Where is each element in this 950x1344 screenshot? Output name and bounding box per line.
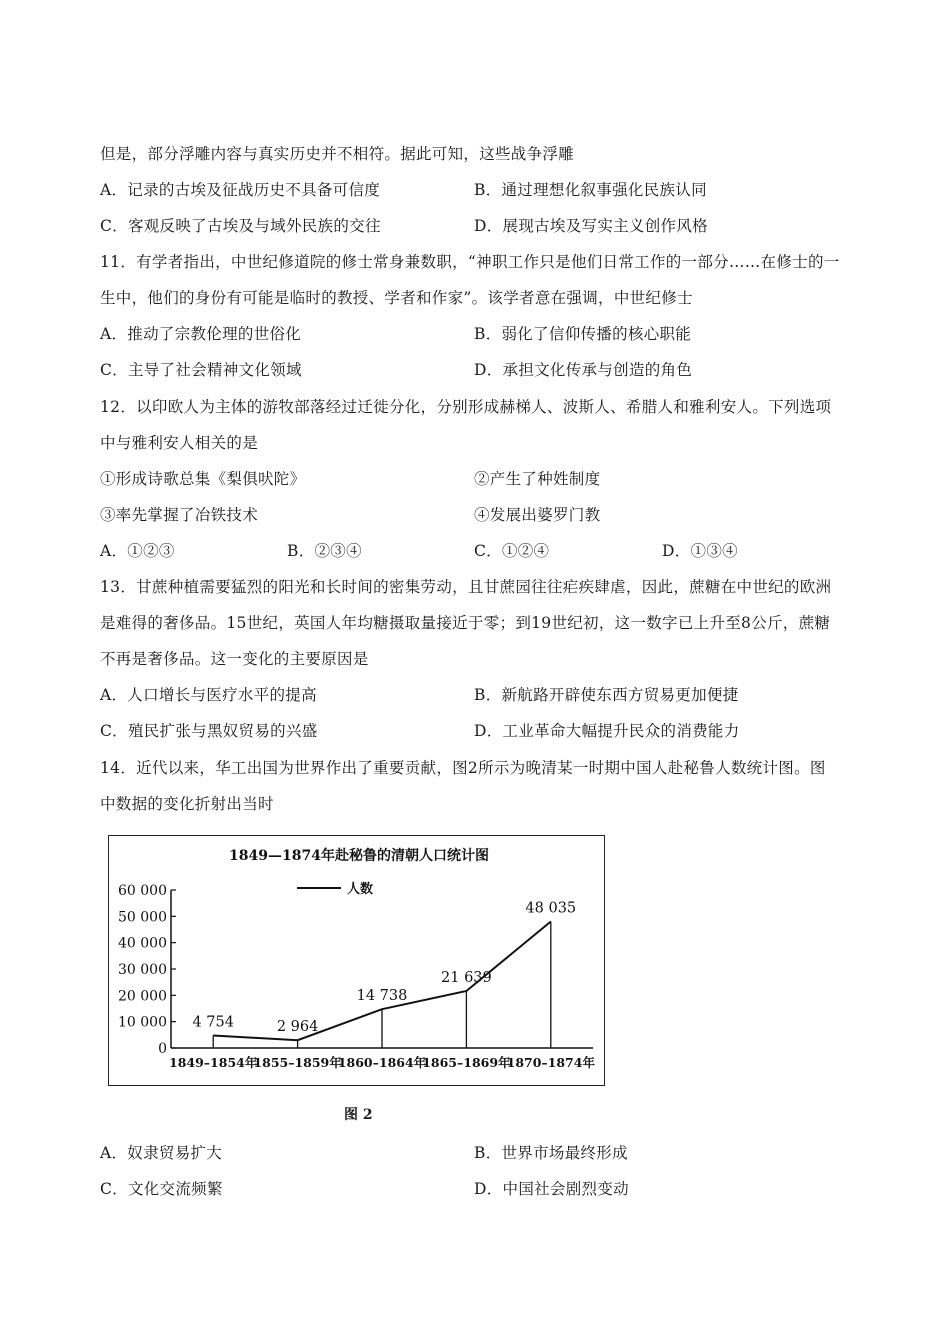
- q14-option-c: C．文化交流频繁: [100, 1180, 223, 1198]
- q11-option-c: C．主导了社会精神文化领域: [100, 361, 302, 379]
- q12-option-a: A．①②③: [100, 542, 175, 560]
- y-tick-label: 0: [158, 1041, 167, 1057]
- q13-option-a: A．人口增长与医疗水平的提高: [100, 686, 317, 704]
- q14-stem-line2: 中数据的变化折射出当时: [100, 795, 274, 813]
- legend-label: 人数: [347, 882, 374, 897]
- q14-option-b: B．世界市场最终形成: [474, 1144, 628, 1162]
- q14-option-a: A．奴隶贸易扩大: [100, 1144, 223, 1162]
- q11-option-b: B．弱化了信仰传播的核心职能: [474, 325, 692, 343]
- population-line-chart: [109, 836, 603, 1084]
- y-tick-label: 60 000: [118, 883, 167, 899]
- q10-option-a: A．记录的古埃及征战历史不具备可信度: [100, 181, 381, 199]
- x-tick-label: 1849–1854年: [169, 1055, 258, 1070]
- q13-option-d: D．工业革命大幅提升民众的消费能力: [474, 722, 740, 740]
- q13-stem-line1: 13．甘蔗种植需要猛烈的阳光和长时间的密集劳动，且甘蔗园往往疟疾肆虐，因此，蔗糖在中世纪的欧洲: [100, 578, 832, 596]
- q12-item-3: ③率先掌握了冶铁技术: [100, 506, 259, 524]
- q10-option-c: C．客观反映了古埃及与域外民族的交往: [100, 217, 381, 235]
- q12-item-2: ②产生了种姓制度: [474, 470, 601, 488]
- x-tick-label: 1860–1864年: [337, 1055, 427, 1070]
- q12-option-c: C．①②④: [474, 542, 550, 560]
- q14-stem-line1: 14．近代以来，华工出国为世界作出了重要贡献，图2所示为晚清某一时期中国人赴秘鲁人数统计图。图: [100, 759, 826, 777]
- q12-option-b: B．②③④: [287, 542, 362, 560]
- y-tick-label: 10 000: [118, 1014, 167, 1031]
- q11-option-a: A．推动了宗教伦理的世俗化: [100, 325, 302, 343]
- chart-legend: [297, 881, 373, 897]
- q12-item-1: ①形成诗歌总集《梨俱吠陀》: [100, 470, 306, 488]
- y-tick-label: 50 000: [118, 909, 167, 926]
- q12-item-4: ④发展出婆罗门教: [474, 506, 601, 524]
- y-tick-label: 40 000: [118, 935, 167, 952]
- q11-stem-line2: 生中，他们的身份有可能是临时的教授、学者和作家”。该学者意在强调，中世纪修士: [100, 289, 693, 307]
- q13-stem-line2: 是难得的奢侈品。15世纪，英国人年均糖摄取量接近于零；到19世纪初，这一数字已上升至8公斤，蔗糖: [100, 614, 831, 632]
- x-tick-label: 1855–1859年: [253, 1055, 342, 1070]
- y-tick-label: 20 000: [118, 988, 167, 1005]
- data-label: 48 035: [525, 900, 577, 917]
- q13-option-c: C．殖民扩张与黑奴贸易的兴盛: [100, 722, 318, 740]
- data-label: 14 738: [356, 988, 408, 1005]
- chart-frame: [108, 835, 605, 1086]
- data-label: 2 964: [276, 1019, 319, 1036]
- figure-caption: 图 2: [344, 1107, 373, 1123]
- q10-option-b: B．通过理想化叙事强化民族认同: [474, 181, 707, 199]
- q14-option-d: D．中国社会剧烈变动: [474, 1180, 629, 1198]
- q13-stem-line3: 不再是奢侈品。这一变化的主要原因是: [100, 650, 369, 668]
- q11-stem-line1: 11．有学者指出，中世纪修道院的修士常身兼数职，“神职工作只是他们日常工作的一部分……在修士的一: [100, 253, 840, 271]
- x-tick-label: 1865–1869年: [422, 1055, 511, 1070]
- y-tick-label: 30 000: [118, 962, 167, 978]
- chart-title: 1849—1874年赴秘鲁的清朝人口统计图: [229, 848, 489, 864]
- q12-option-d: D．①③④: [662, 542, 738, 560]
- q11-option-d: D．承担文化传承与创造的角色: [474, 361, 693, 379]
- q12-stem-line1: 12．以印欧人为主体的游牧部落经过迁徙分化，分别形成赫梯人、波斯人、希腊人和雅利安人。下列选项: [100, 398, 832, 416]
- q10-stem: 但是，部分浮雕内容与真实历史并不相符。据此可知，这些战争浮雕: [100, 145, 575, 163]
- x-tick-label: 1870–1874年: [506, 1055, 595, 1070]
- q12-stem-line2: 中与雅利安人相关的是: [100, 434, 259, 452]
- q13-option-b: B．新航路开辟使东西方贸易更加便捷: [474, 686, 739, 704]
- q10-option-d: D．展现古埃及写实主义创作风格: [474, 217, 708, 235]
- data-label: 4 754: [192, 1014, 234, 1031]
- data-label: 21 639: [441, 970, 492, 987]
